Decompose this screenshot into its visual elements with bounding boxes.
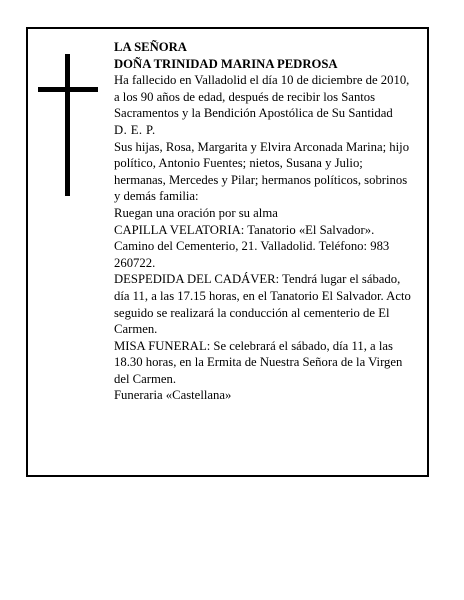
farewell-paragraph: DESPEDIDA DEL CADÁVER: Tendrá lugar el sábado, día 11, a las 17.15 horas, en el Tanatorio El Salvador. Acto seguido se realizará la conducción al cementerio de El Carmen. bbox=[114, 272, 411, 337]
heading-title: LA SEÑORA bbox=[114, 40, 187, 54]
mass-paragraph: MISA FUNERAL: Se celebrará el sábado, día 11, a las 18.30 horas, en la Ermita de Nuestra Señora de la Virgen del Carmen. bbox=[114, 338, 403, 386]
cross-vertical-bar bbox=[65, 54, 70, 196]
obituary-text bbox=[114, 39, 414, 404]
cross-horizontal-bar bbox=[38, 87, 98, 92]
death-paragraph: Ha fallecido en Valladolid el día 10 de diciembre de 2010, a los 90 años de edad, después de recibir los Santos Sacramentos y la Bendición Apostólica de Su Santidad bbox=[114, 73, 410, 121]
funeral-home: Funeraria «Castellana» bbox=[114, 388, 232, 403]
rip-line: D. E. P. bbox=[114, 122, 156, 137]
deceased-name: DOÑA TRINIDAD MARINA PEDROSA bbox=[114, 56, 338, 71]
prayer-request: Ruegan una oración por su alma bbox=[114, 205, 278, 220]
family-paragraph: Sus hijas, Rosa, Margarita y Elvira Arconada Marina; hijo político, Antonio Fuentes; nietos, Susana y Julio; hermanas, Mercedes y Pilar; hermanos políticos, sobrinos y demás familia: bbox=[114, 139, 410, 204]
chapel-paragraph: CAPILLA VELATORIA: Tanatorio «El Salvador». Camino del Cementerio, 21. Valladolid. Teléfono: 983 260722. bbox=[114, 222, 390, 270]
cross-icon bbox=[38, 54, 98, 196]
